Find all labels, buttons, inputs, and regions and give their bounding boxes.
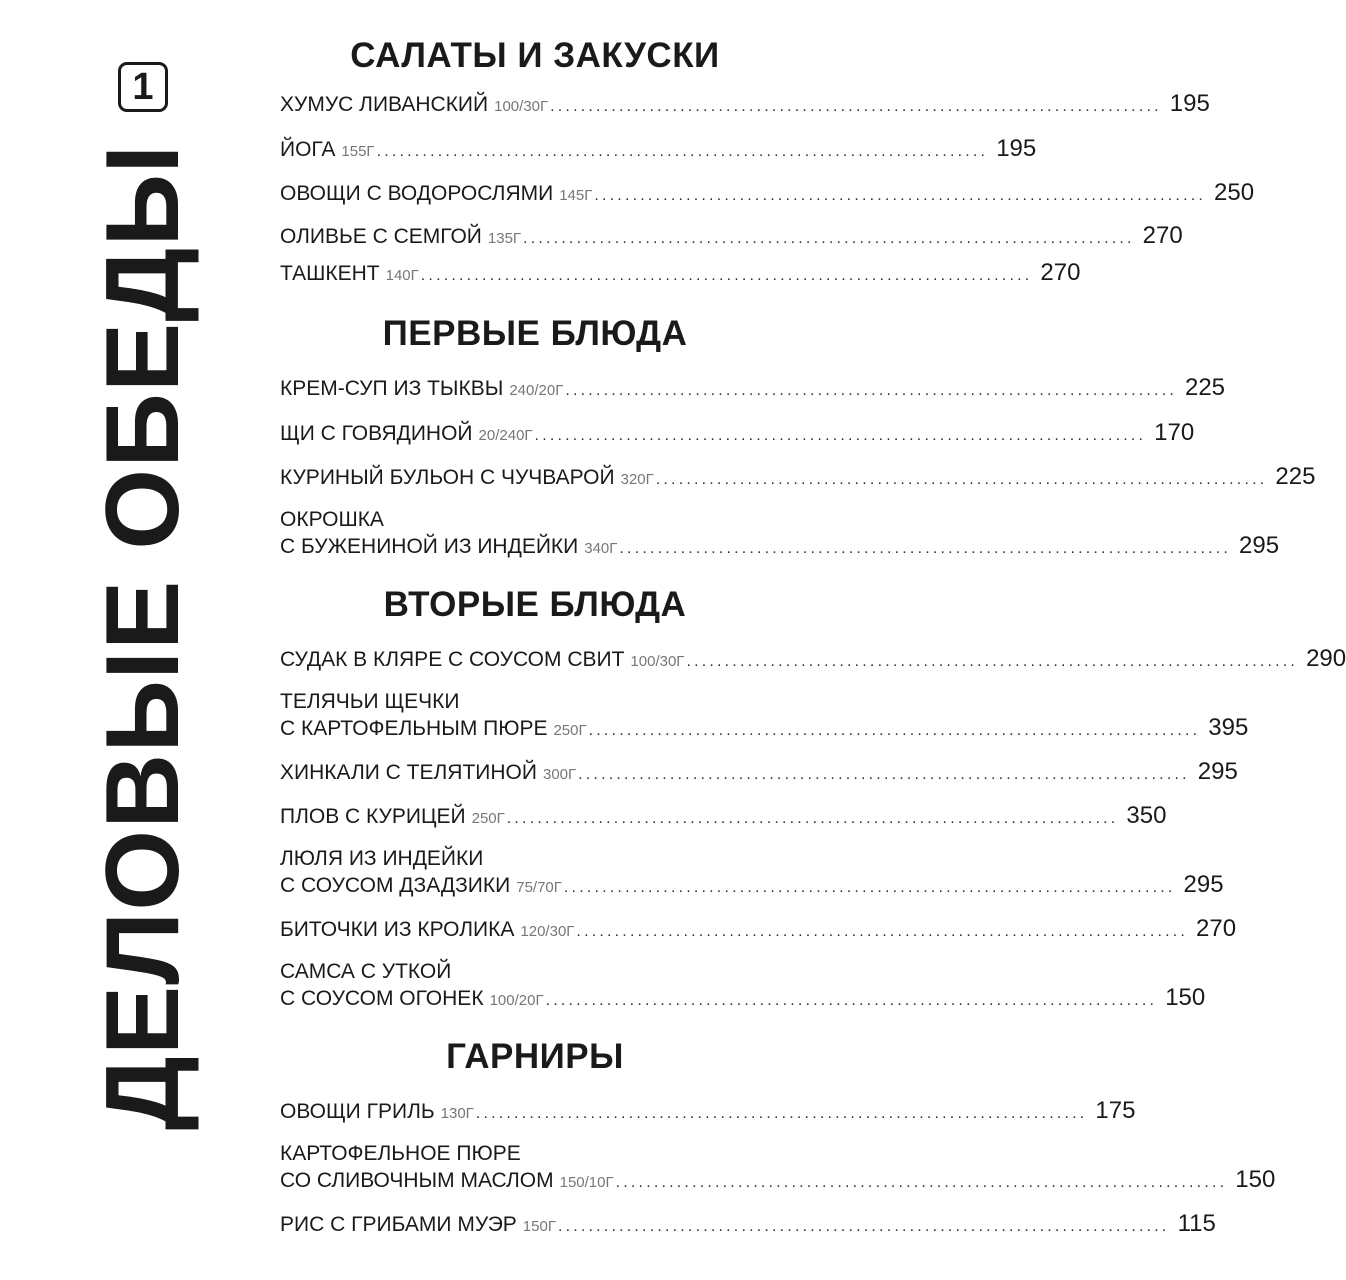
- item-weight: 100/30Г: [494, 98, 549, 115]
- dot-leader: ................................................................................: [557, 1218, 1170, 1235]
- dot-leader: ................................................................................: [686, 653, 1299, 670]
- menu-item: [280, 960, 1206, 1011]
- menu-item: [280, 90, 1210, 117]
- item-name: ТАШКЕНТ: [280, 262, 380, 285]
- dot-leader: ................................................................................: [565, 382, 1177, 399]
- item-weight: 155Г: [341, 143, 375, 160]
- item-name: ЙОГА: [280, 138, 336, 161]
- item-weight: 150/10Г: [559, 1174, 614, 1191]
- item-price: 195: [1169, 90, 1210, 117]
- menu-item: [280, 1142, 1276, 1193]
- item-name: КРЕМ-СУП ИЗ ТЫКВЫ: [280, 377, 504, 400]
- dot-leader: ................................................................................: [550, 98, 1162, 115]
- item-name: ОВОЩИ С ВОДОРОСЛЯМИ: [280, 182, 554, 205]
- item-weight: 250Г: [471, 810, 505, 827]
- item-name: ПЛОВ С КУРИЦЕЙ: [280, 805, 466, 828]
- item-name-line1: ОКРОШКА: [280, 508, 384, 531]
- item-weight: 300Г: [542, 766, 577, 783]
- menu-item: [280, 179, 1255, 206]
- item-name: ЩИ С ГОВЯДИНОЙ: [280, 422, 473, 445]
- item-name: СУДАК В КЛЯРЕ С СОУСОМ СВИТ: [280, 648, 625, 671]
- menu-item: [280, 645, 1346, 672]
- section-title-side-dishes: ГАРНИРЫ: [446, 1037, 624, 1076]
- item-price: 195: [996, 135, 1037, 162]
- item-price: 150: [1235, 1166, 1276, 1193]
- item-weight: 135Г: [487, 230, 522, 247]
- menu-item: [280, 508, 1280, 559]
- item-price: 295: [1183, 871, 1224, 898]
- menu-item: [280, 374, 1226, 401]
- item-weight: 20/240Г: [478, 427, 533, 444]
- dot-leader: ................................................................................: [578, 766, 1190, 783]
- item-price: 395: [1208, 714, 1249, 741]
- dot-leader: ................................................................................: [588, 722, 1201, 739]
- section-title-salads: САЛАТЫ И ЗАКУСКИ: [350, 36, 720, 75]
- item-name: С СОУСОМ ОГОНЕК: [280, 987, 484, 1010]
- item-weight: 145Г: [559, 187, 593, 204]
- menu-item: [280, 463, 1316, 490]
- menu-list: [280, 0, 1346, 1280]
- item-name: РИС С ГРИБАМИ МУЭР: [280, 1213, 517, 1236]
- menu-item: [280, 1097, 1136, 1124]
- item-price: 225: [1184, 374, 1226, 401]
- dot-leader: ................................................................................: [576, 923, 1189, 940]
- item-name: КУРИНЫЙ БУЛЬОН С ЧУЧВАРОЙ: [280, 466, 615, 489]
- section-title-main-courses: ВТОРЫЕ БЛЮДА: [383, 585, 687, 624]
- item-price: 350: [1126, 802, 1167, 829]
- item-weight: 100/20Г: [489, 992, 544, 1009]
- item-name: БИТОЧКИ ИЗ КРОЛИКА: [280, 918, 515, 941]
- menu-item: [280, 802, 1167, 829]
- dot-leader: ................................................................................: [655, 471, 1268, 488]
- item-name-line1: КАРТОФЕЛЬНОЕ ПЮРЕ: [280, 1142, 521, 1165]
- item-name: ОЛИВЬЕ С СЕМГОЙ: [280, 225, 482, 248]
- menu-item: [280, 847, 1224, 898]
- dot-leader: ................................................................................: [376, 143, 989, 160]
- item-name: СО СЛИВОЧНЫМ МАСЛОМ: [280, 1169, 554, 1192]
- item-price: 225: [1275, 463, 1316, 490]
- item-weight: 340Г: [584, 540, 618, 557]
- item-price: 290: [1306, 645, 1346, 672]
- item-weight: 120/30Г: [520, 923, 575, 940]
- item-price: 270: [1142, 222, 1183, 249]
- menu-item: [280, 690, 1249, 741]
- menu-item: [280, 758, 1238, 785]
- dot-leader: ................................................................................: [523, 230, 1135, 247]
- menu-item: [280, 259, 1081, 286]
- item-weight: 320Г: [620, 471, 654, 488]
- item-price: 170: [1154, 419, 1195, 446]
- item-price: 295: [1239, 532, 1280, 559]
- menu-item: [280, 1210, 1216, 1237]
- dot-leader: ................................................................................: [615, 1174, 1228, 1191]
- item-weight: 130Г: [440, 1105, 474, 1122]
- item-price: 115: [1177, 1210, 1216, 1237]
- item-weight: 100/30Г: [630, 653, 685, 670]
- dot-leader: ................................................................................: [420, 267, 1033, 284]
- dot-leader: ................................................................................: [619, 540, 1232, 557]
- item-name-line1: ЛЮЛЯ ИЗ ИНДЕЙКИ: [280, 847, 484, 870]
- item-price: 270: [1196, 915, 1237, 942]
- item-name: ОВОЩИ ГРИЛЬ: [280, 1100, 435, 1123]
- section-title-first-courses: ПЕРВЫЕ БЛЮДА: [382, 314, 688, 353]
- dot-leader: ................................................................................: [475, 1105, 1088, 1122]
- vertical-page-title: ДЕЛОВЫЕ ОБЕДЫ: [85, 143, 201, 1131]
- item-weight: 140Г: [385, 267, 419, 284]
- item-weight: 240/20Г: [509, 382, 564, 399]
- item-name-line1: САМСА С УТКОЙ: [280, 960, 452, 983]
- dot-leader: ................................................................................: [506, 810, 1119, 827]
- dot-leader: ................................................................................: [534, 427, 1147, 444]
- item-price: 150: [1165, 984, 1206, 1011]
- item-price: 295: [1197, 758, 1238, 785]
- menu-item: [280, 419, 1195, 446]
- dot-leader: ................................................................................: [594, 187, 1206, 204]
- item-price: 270: [1040, 259, 1081, 286]
- item-weight: 250Г: [553, 722, 587, 739]
- item-name: С КАРТОФЕЛЬНЫМ ПЮРЕ: [280, 717, 548, 740]
- item-name: С СОУСОМ ДЗАДЗИКИ: [280, 874, 511, 897]
- menu-item: [280, 915, 1237, 942]
- dot-leader: ................................................................................: [563, 879, 1176, 896]
- dot-leader: ................................................................................: [545, 992, 1158, 1009]
- page-number-badge: 1: [118, 62, 168, 112]
- item-name: ХИНКАЛИ С ТЕЛЯТИНОЙ: [280, 761, 537, 784]
- item-price: 250: [1214, 179, 1255, 206]
- item-name: С БУЖЕНИНОЙ ИЗ ИНДЕЙКИ: [280, 535, 579, 558]
- item-price: 175: [1095, 1097, 1136, 1124]
- item-name: ХУМУС ЛИВАНСКИЙ: [280, 93, 489, 116]
- item-weight: 150Г: [522, 1218, 556, 1235]
- menu-item: [280, 135, 1037, 162]
- item-name-line1: ТЕЛЯЧЬИ ЩЕЧКИ: [280, 690, 460, 713]
- item-weight: 75/70Г: [516, 879, 562, 896]
- menu-item: [280, 222, 1183, 249]
